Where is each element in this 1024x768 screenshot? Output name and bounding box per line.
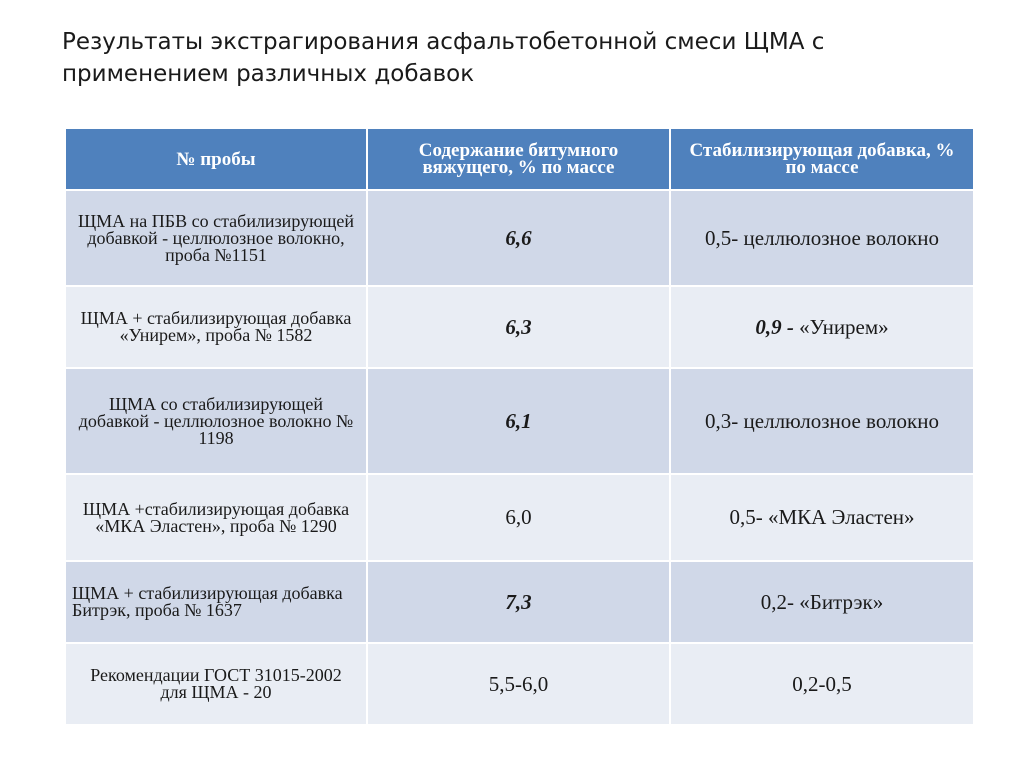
- slide-title: Результаты экстрагирования асфальтобетонной смеси ЩМА с применением различных добавок: [62, 29, 825, 87]
- sample-cell: [65, 643, 367, 725]
- sample-cell: ЩМА со стабилизирующей добавкой - целлюлозное волокно № 1198: [65, 368, 367, 474]
- binder-value-cell: 7,3: [367, 561, 670, 643]
- table-row: [65, 561, 974, 643]
- results-table: [64, 127, 975, 726]
- binder-value-cell: 6,6: [367, 190, 670, 286]
- table-row: [65, 286, 974, 368]
- binder-value-cell: 5,5-6,0: [367, 643, 670, 725]
- sample-cell: ЩМА + стабилизирующая добавка «Унирем», проба № 1582: [65, 286, 367, 368]
- table-row: [65, 474, 974, 561]
- table-row: [65, 190, 974, 286]
- stabilizer-cell: 0,5- «МКА Эластен»: [670, 474, 974, 561]
- stabilizer-name: «Унирем»: [793, 314, 889, 339]
- table-header-row: [65, 128, 974, 190]
- header-binder-content: Содержание битумного вяжущего, % по массе: [367, 128, 670, 190]
- header-stabilizer: Стабилизирующая добавка, % по массе: [670, 128, 974, 190]
- stabilizer-amount: 0,9 -: [755, 314, 794, 339]
- stabilizer-cell: [670, 286, 974, 368]
- binder-value-cell: 6,1: [367, 368, 670, 474]
- table-row: [65, 643, 974, 725]
- stabilizer-cell: 0,5- целлюлозное волокно: [670, 190, 974, 286]
- binder-value-cell: 6,0: [367, 474, 670, 561]
- sma-grade-line: для ЩМА - 20: [160, 682, 272, 702]
- stabilizer-cell: 0,2-0,5: [670, 643, 974, 725]
- sample-cell: ЩМА + стабилизирующая добавка Битрэк, проба № 1637: [65, 561, 367, 643]
- gost-recommendation-line: Рекомендации ГОСТ 31015-2002: [90, 665, 342, 685]
- sample-cell: ЩМА на ПБВ со стабилизирующей добавкой - целлюлозное волокно, проба №1151: [65, 190, 367, 286]
- stabilizer-cell: 0,2- «Битрэк»: [670, 561, 974, 643]
- stabilizer-cell: 0,3- целлюлозное волокно: [670, 368, 974, 474]
- results-table-container: [64, 127, 973, 726]
- binder-value-cell: 6,3: [367, 286, 670, 368]
- table-row: [65, 368, 974, 474]
- sample-cell: ЩМА +стабилизирующая добавка «МКА Эластен», проба № 1290: [65, 474, 367, 561]
- header-sample-number: № пробы: [65, 128, 367, 190]
